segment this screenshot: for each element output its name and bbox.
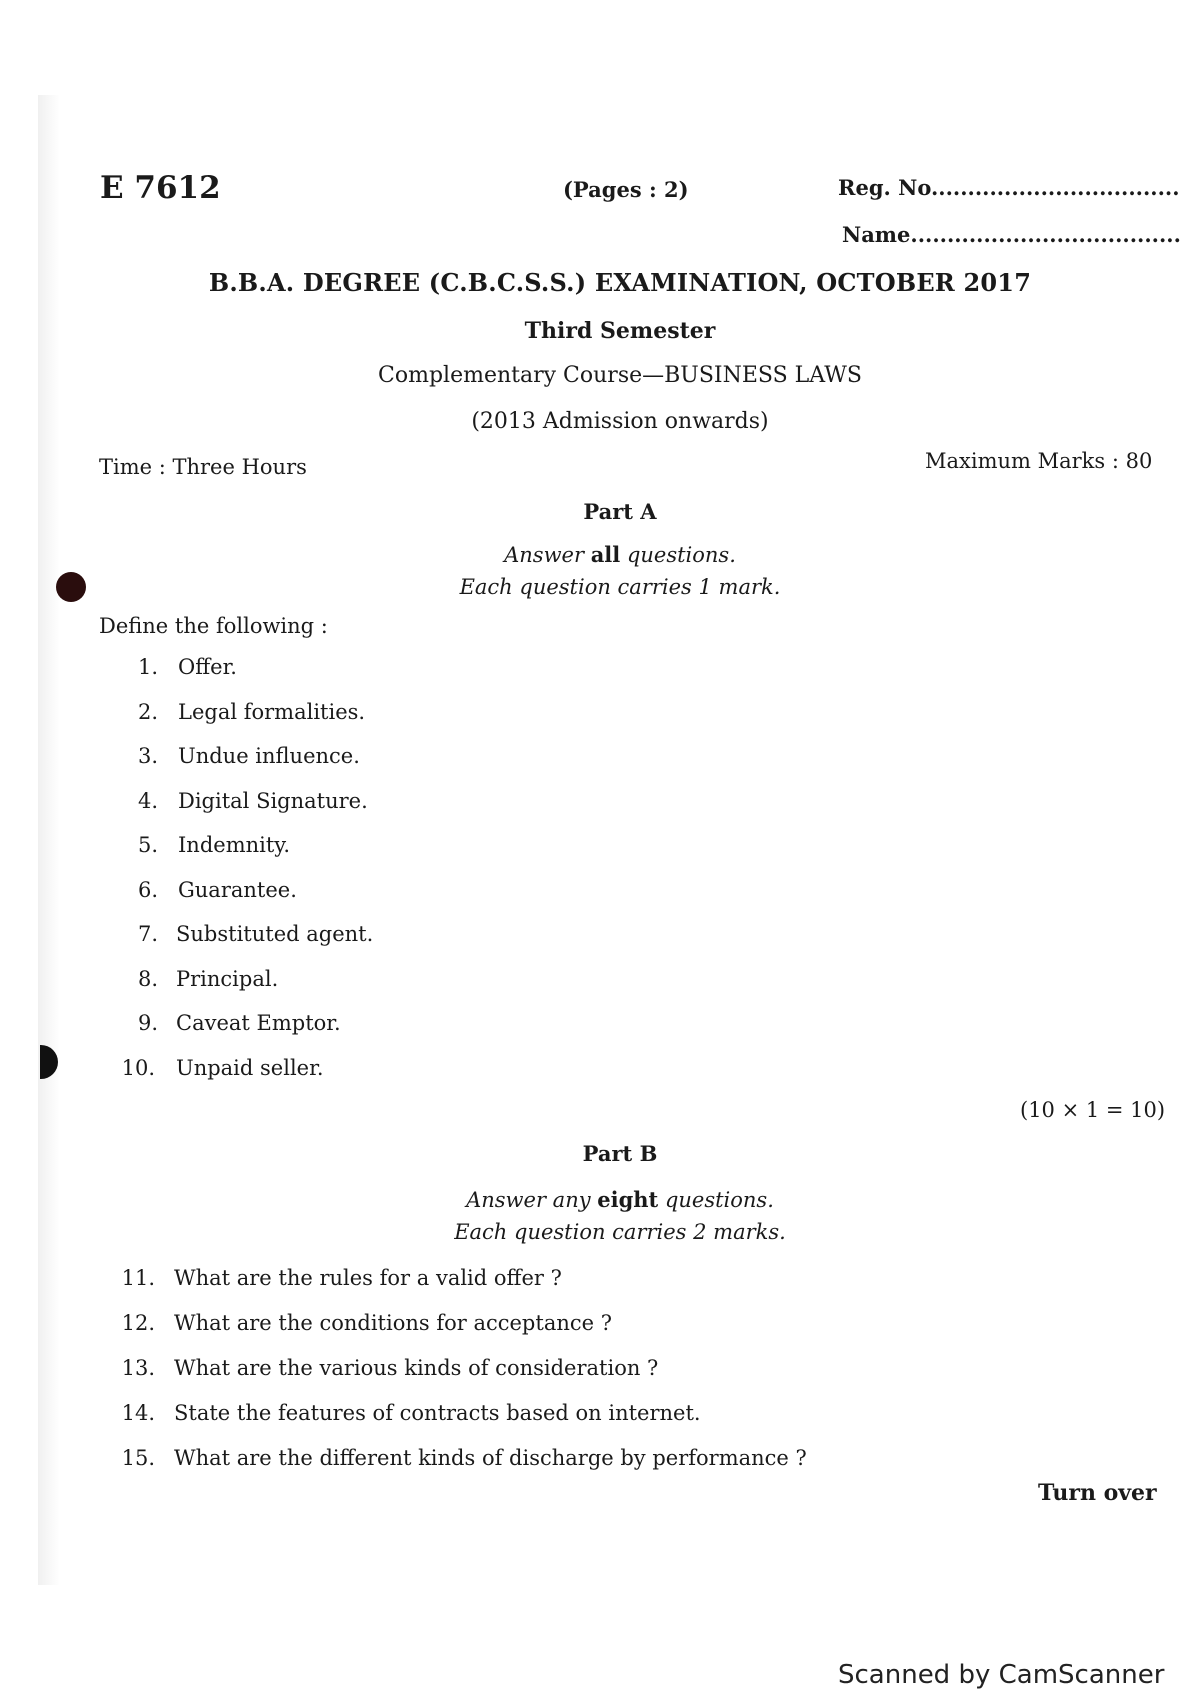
admission-note: (2013 Admission onwards) (471, 409, 769, 434)
question-text: Principal. (176, 967, 279, 991)
question-number: 11. (121, 1266, 155, 1290)
question-text: Unpaid seller. (176, 1056, 324, 1080)
question-text: What are the rules for a valid offer ? (174, 1266, 562, 1290)
question-text: Caveat Emptor. (176, 1011, 341, 1035)
part-a-marks-note: Each question carries 1 mark. (459, 575, 781, 599)
question-number: 15. (121, 1446, 155, 1470)
question-text: What are the different kinds of discharge by performance ? (174, 1446, 807, 1470)
question-number: 9. (137, 1011, 158, 1035)
maximum-marks: Maximum Marks : 80 (925, 449, 1153, 473)
paper-code: E 7612 (100, 170, 221, 206)
question-text: Offer. (178, 655, 237, 679)
question-number: 10. (121, 1056, 155, 1080)
exam-title: B.B.A. DEGREE (C.B.C.S.S.) EXAMINATION, OCTOBER 2017 (208, 268, 1032, 297)
name-field: Name..................................... (842, 222, 1181, 247)
question-text: Legal formalities. (178, 700, 366, 724)
question-text: Digital Signature. (178, 789, 368, 813)
question-number: 8. (137, 967, 158, 991)
question-number: 2. (137, 700, 158, 724)
reg-no-field: Reg. No.................................. (838, 175, 1180, 200)
question-number: 6. (137, 878, 158, 902)
question-text: Guarantee. (178, 878, 297, 902)
question-number: 1. (137, 655, 158, 679)
part-b-marks-note: Each question carries 2 marks. (454, 1220, 786, 1244)
question-number: 7. (137, 922, 158, 946)
question-number: 13. (121, 1356, 155, 1380)
question-number: 3. (137, 744, 158, 768)
part-a-instruction: Answer all questions. (504, 542, 736, 567)
question-text: Undue influence. (178, 744, 360, 768)
question-text: What are the conditions for acceptance ? (174, 1311, 612, 1335)
part-a-intro: Define the following : (99, 614, 328, 638)
scanner-watermark: Scanned by CamScanner (838, 1660, 1165, 1690)
question-number: 4. (137, 789, 158, 813)
time-allowed: Time : Three Hours (99, 455, 307, 479)
question-number: 14. (121, 1401, 155, 1425)
question-number: 5. (137, 833, 158, 857)
question-number: 12. (121, 1311, 155, 1335)
question-text: What are the various kinds of consideration ? (174, 1356, 659, 1380)
question-text: State the features of contracts based on internet. (174, 1401, 701, 1425)
part-b-heading: Part B (582, 1141, 658, 1166)
page-count: (Pages : 2) (563, 177, 689, 202)
semester: Third Semester (524, 318, 716, 344)
question-text: Indemnity. (178, 833, 291, 857)
part-a-total: (10 × 1 = 10) (1020, 1098, 1166, 1122)
question-text: Substituted agent. (176, 922, 374, 946)
turn-over-note: Turn over (1038, 1480, 1157, 1506)
course-name: Complementary Course—BUSINESS LAWS (378, 363, 862, 388)
part-b-instruction: Answer any eight questions. (466, 1187, 774, 1212)
part-a-heading: Part A (583, 499, 657, 524)
